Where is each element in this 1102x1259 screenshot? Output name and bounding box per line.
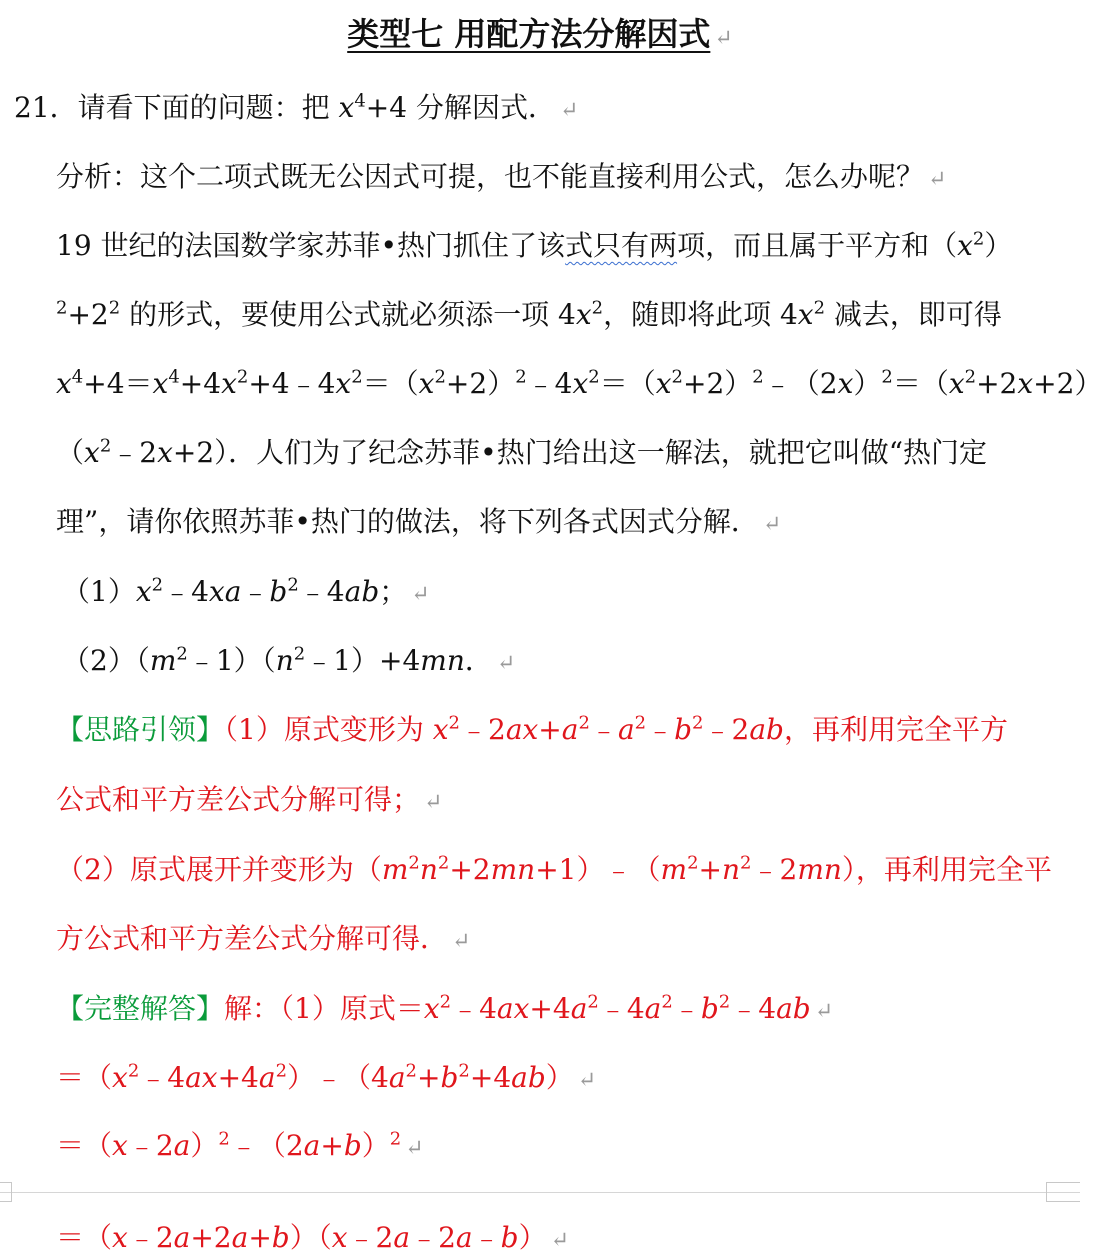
answer-line-2: $=(x^2﹣4ax+4a^2)﹣(4a^2+b^2+4ab)$ ↵ <box>56 1060 597 1094</box>
question-1: $(1)x^2﹣4xa﹣b^2﹣4ab$； ↵ <box>62 574 430 608</box>
answer-line-3: $=(x﹣2a)^2﹣(2a+b)^2$ ↵ <box>56 1128 424 1162</box>
page-corner-mark-right <box>1046 1182 1080 1202</box>
hint-label: 【思路引领】 <box>56 713 225 746</box>
problem-line-1: 21．请看下面的问题：把 $x^4+4$ 分解因式． ↵ <box>14 90 579 124</box>
answer-label: 【完整解答】 <box>56 992 225 1025</box>
analysis-line-3: $^2+2^2$ 的形式，要使用公式就必须添一项 $4x^2$，随即将此项 $4x^2$ 减去，即可得 <box>56 297 1002 331</box>
hint-line-4: 方公式和平方差公式分解可得． ↵ <box>56 922 471 955</box>
hint-line-2: 公式和平方差公式分解可得； ↵ <box>56 783 443 816</box>
analysis-line-1: 分析：这个二项式既无公因式可提，也不能直接利用公式，怎么办呢？ ↵ <box>56 160 947 193</box>
page-title: 类型七 用配方法分解因式 ↵ <box>347 15 733 53</box>
answer-line-4: ＝（x﹣2a+2a+b）（x﹣2a﹣2a﹣b） ↵ <box>56 1221 570 1254</box>
page-break-divider <box>0 1192 1080 1193</box>
analysis-line-5: $(x^2﹣2x+2)$．人们为了纪念苏菲•热门给出这一解法，就把它叫做“热门定 <box>56 435 988 469</box>
analysis-line-6: 理”，请你依照苏菲•热门的做法，将下列各式因式分解． ↵ <box>56 505 782 538</box>
answer-line-1: 【完整解答】解：（1）原式$=x^2﹣4ax+4a^2﹣4a^2﹣b^2﹣4ab$ ↵ <box>56 991 834 1025</box>
hint-line-3: （2）原式展开并变形为$(m^2n^2+2mn+1)﹣(m^2+n^2﹣2mn)$，再利用完全平 <box>56 852 1052 886</box>
question-2: $(2)(m^2﹣1)(n^2﹣1)+4mn$． ↵ <box>62 643 516 677</box>
analysis-line-4: $x^4+4=x^4+4x^2+4﹣4x^2=(x^2+2)^2﹣4x^2=(x^2+2)^2﹣(2x)^2=(x^2+2x+2)$ <box>56 366 1102 400</box>
analysis-line-2: 19 世纪的法国数学家苏菲•热门抓住了该式只有两项，而且属于平方和$(x^2)$ <box>56 228 1013 262</box>
hint-line-1: 【思路引领】（1）原式变形为 $x^2﹣2ax+a^2﹣a^2﹣b^2﹣2ab$，再利用完全平方 <box>56 712 1008 746</box>
page-corner-mark-left <box>0 1182 12 1202</box>
